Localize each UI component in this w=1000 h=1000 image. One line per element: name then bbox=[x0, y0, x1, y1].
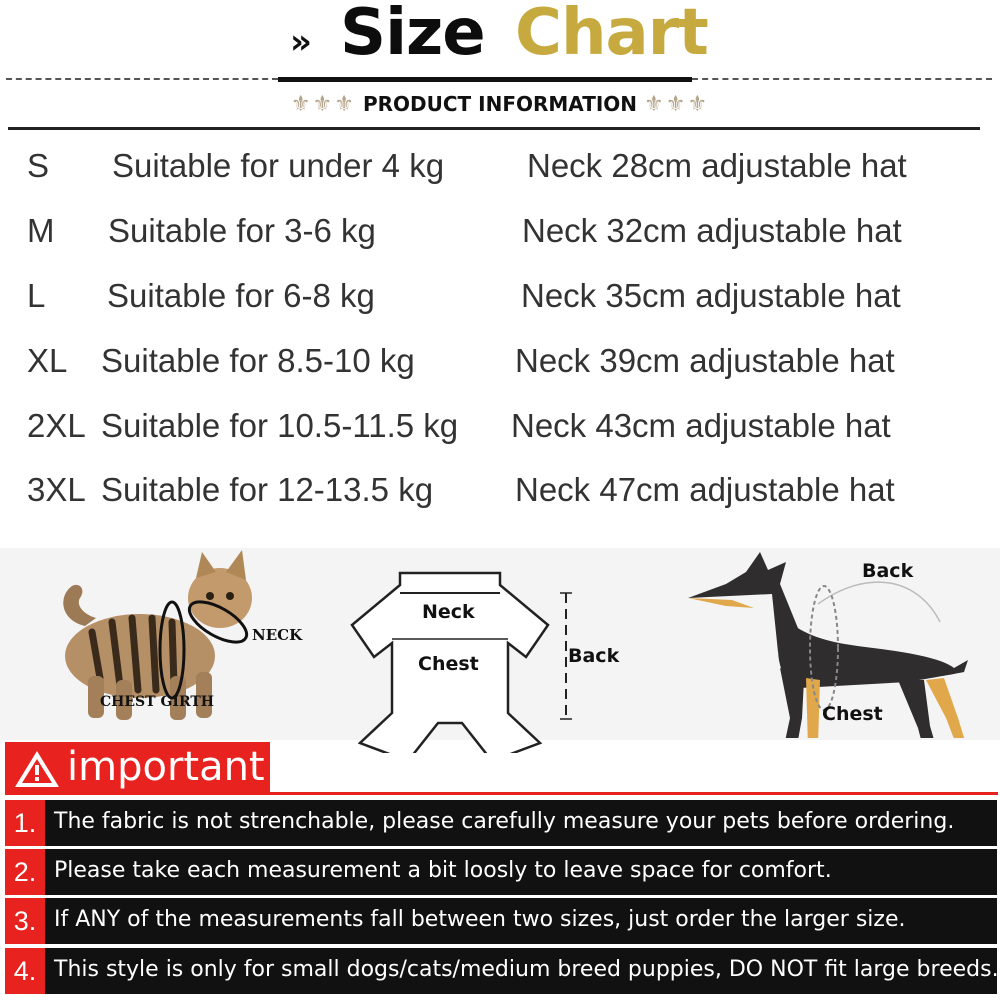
dog-back-label: Back bbox=[862, 560, 914, 582]
size-label: 2XL bbox=[27, 407, 86, 444]
note-number: 1. bbox=[5, 800, 45, 846]
size-label: S bbox=[27, 147, 50, 184]
note-item bbox=[5, 849, 997, 895]
note-number: 2. bbox=[5, 849, 45, 895]
dog-chest-label: Chest bbox=[822, 703, 883, 725]
size-weight: Suitable for under 4 kg bbox=[112, 147, 445, 184]
note-number: 4. bbox=[5, 948, 45, 994]
title bbox=[0, 0, 1000, 72]
table-top-rule bbox=[8, 127, 980, 130]
size-neck: Neck 32cm adjustable hat bbox=[522, 212, 902, 249]
cat-neck-label: NECK bbox=[252, 626, 303, 644]
note-number: 3. bbox=[5, 898, 45, 944]
important-label: important bbox=[67, 744, 265, 790]
size-weight: Suitable for 8.5-10 kg bbox=[101, 342, 415, 379]
note-item bbox=[5, 948, 997, 994]
size-label: XL bbox=[27, 342, 68, 379]
garment-neck-label: Neck bbox=[422, 601, 475, 623]
note-text: If ANY of the measurements fall between two sizes, just order the larger size. bbox=[54, 907, 906, 932]
fleur-de-lis-icon: ⚜⚜⚜ bbox=[644, 92, 710, 117]
size-weight: Suitable for 10.5-11.5 kg bbox=[101, 407, 459, 444]
dashed-divider-right bbox=[692, 78, 992, 80]
size-row bbox=[0, 395, 1000, 459]
size-weight: Suitable for 3-6 kg bbox=[108, 212, 376, 249]
fleur-de-lis-icon: ⚜⚜⚜ bbox=[290, 92, 356, 117]
subtitle bbox=[0, 92, 1000, 117]
size-row bbox=[0, 459, 1000, 523]
note-text: This style is only for small dogs/cats/medium breed puppies, DO NOT fit large breeds. bbox=[54, 957, 999, 982]
size-neck: Neck 43cm adjustable hat bbox=[511, 407, 891, 444]
size-label: L bbox=[27, 277, 46, 314]
size-row bbox=[0, 135, 1000, 199]
size-neck: Neck 39cm adjustable hat bbox=[515, 342, 895, 379]
size-neck: Neck 47cm adjustable hat bbox=[515, 471, 895, 508]
title-size: Size bbox=[340, 0, 485, 70]
note-text: The fabric is not strenchable, please carefully measure your pets before ordering. bbox=[54, 809, 955, 834]
measurement-illustrations bbox=[0, 548, 1000, 740]
title-underline bbox=[278, 77, 692, 82]
size-row bbox=[0, 330, 1000, 394]
note-item bbox=[5, 898, 997, 944]
size-neck: Neck 35cm adjustable hat bbox=[521, 277, 901, 314]
title-arrows: » bbox=[290, 22, 312, 62]
size-label: M bbox=[27, 212, 55, 249]
warning-icon bbox=[13, 748, 61, 790]
size-weight: Suitable for 12-13.5 kg bbox=[101, 471, 434, 508]
size-neck: Neck 28cm adjustable hat bbox=[527, 147, 907, 184]
important-banner bbox=[5, 742, 270, 795]
size-weight: Suitable for 6-8 kg bbox=[107, 277, 375, 314]
garment-back-label: Back bbox=[568, 645, 620, 667]
important-rule bbox=[270, 792, 998, 795]
note-item bbox=[5, 800, 997, 846]
size-row bbox=[0, 265, 1000, 329]
cat-chest-girth-label: CHEST GIRTH bbox=[100, 694, 214, 710]
note-text: Please take each measurement a bit loosly to leave space for comfort. bbox=[54, 858, 832, 883]
title-chart: Chart bbox=[515, 0, 708, 70]
dashed-divider-left bbox=[6, 78, 278, 80]
subtitle-text: PRODUCT INFORMATION bbox=[362, 92, 638, 116]
garment-chest-label: Chest bbox=[418, 653, 479, 675]
size-label: 3XL bbox=[27, 471, 86, 508]
size-row bbox=[0, 200, 1000, 264]
